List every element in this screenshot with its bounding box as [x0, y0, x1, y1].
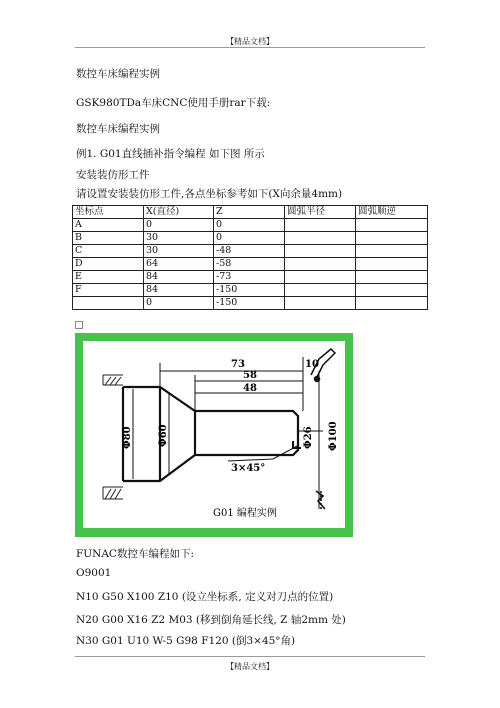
dim-phi80-label: Φ80 — [122, 426, 133, 449]
table-cell — [356, 232, 428, 245]
drawing-canvas — [83, 341, 345, 528]
table-cell — [356, 258, 428, 271]
figure-caption: G01 编程实例 — [213, 508, 277, 519]
table-cell: 30 — [144, 232, 214, 245]
table-row — [73, 245, 428, 258]
program-line-n10: N10 G50 X100 Z10 (设立坐标系, 定义对刀点的位置) — [76, 591, 334, 603]
footer-rule — [75, 656, 425, 657]
table-header-cell: 坐标点 — [73, 206, 144, 219]
table-cell — [285, 271, 356, 284]
table-row — [73, 284, 428, 297]
part-outline — [123, 387, 298, 481]
table-row — [73, 297, 428, 310]
table-cell — [356, 245, 428, 258]
table-header-cell: Z — [214, 206, 285, 219]
table-row — [73, 232, 428, 245]
table-cell: -150 — [214, 284, 285, 297]
program-line-n20: N20 G00 X16 Z2 M03 (移到倒角延长线, Z 轴2mm 处) — [76, 614, 346, 626]
table-header-cell: 圆弧顺逆 — [356, 206, 428, 219]
table-cell: 0 — [144, 297, 214, 310]
workpiece-title: 安装装仿形工件 — [76, 169, 150, 181]
table-cell — [356, 297, 428, 310]
table-cell: 64 — [144, 258, 214, 271]
doc-title: 数控车床编程实例 — [76, 68, 160, 80]
table-cell — [285, 232, 356, 245]
example-title: 例1. G01直线插补指令编程 如下图 所示 — [76, 148, 265, 160]
table-cell: -73 — [214, 271, 285, 284]
image-placeholder-icon — [75, 321, 83, 329]
program-line-n30: N30 G01 U10 W-5 G98 F120 (倒3×45°角) — [76, 635, 296, 647]
section-title: 数控车床编程实例 — [76, 123, 160, 135]
chuck-jaw-bottom — [103, 487, 123, 499]
table-cell — [285, 284, 356, 297]
download-line: GSK980TDa车床CNC使用手册rar下载: — [76, 97, 271, 109]
instruction-line: 请设置安装装仿形工件,各点坐标参考如下(X向余量4mm) — [76, 188, 343, 200]
table-cell: C — [73, 245, 144, 258]
dim-phi60-label: Φ60 — [158, 424, 169, 447]
page-footer-tag: 【精品文档】 — [226, 662, 274, 671]
dim-58-label: 58 — [243, 370, 257, 381]
table-cell: D — [73, 258, 144, 271]
table-header-cell: 圆弧半径 — [285, 206, 356, 219]
table-cell: E — [73, 271, 144, 284]
dimension-lines — [160, 357, 323, 461]
table-cell — [285, 258, 356, 271]
page-header-tag: 【精品文档】 — [226, 37, 274, 46]
table-cell: A — [73, 219, 144, 232]
dim-48-label: 48 — [243, 383, 257, 394]
part-drawing-svg — [83, 341, 345, 528]
coordinates-table — [72, 205, 428, 310]
table-cell: F — [73, 284, 144, 297]
table-row — [73, 271, 428, 284]
chamfer-label: 3×45° — [231, 463, 266, 474]
table-cell: -48 — [214, 245, 285, 258]
table-cell — [356, 271, 428, 284]
table-cell: 0 — [214, 219, 285, 232]
table-row — [73, 258, 428, 271]
coordinate-mark-icon — [316, 491, 325, 509]
dim-10-label: 10 — [305, 359, 319, 370]
table-cell — [356, 219, 428, 232]
header-rule — [75, 47, 425, 48]
table-cell: -150 — [214, 297, 285, 310]
table-cell — [356, 284, 428, 297]
table-cell — [285, 297, 356, 310]
table-cell: B — [73, 232, 144, 245]
table-cell: -58 — [214, 258, 285, 271]
table-cell — [285, 219, 356, 232]
dim-phi26-label: Φ26 — [303, 426, 314, 449]
program-intro: FUNAC数控车编程如下: — [76, 548, 194, 560]
table-cell — [285, 245, 356, 258]
table-cell: 0 — [144, 219, 214, 232]
table-row — [73, 219, 428, 232]
table-cell: 84 — [144, 271, 214, 284]
table-cell: 30 — [144, 245, 214, 258]
dim-phi100-label: Φ100 — [328, 421, 339, 451]
chuck-jaw-top — [103, 375, 123, 385]
table-header-cell: X(直径) — [144, 206, 214, 219]
table-cell: 0 — [214, 232, 285, 245]
table-cell — [73, 297, 144, 310]
part-drawing-figure — [75, 333, 353, 537]
table-cell: 84 — [144, 284, 214, 297]
program-number: O9001 — [76, 567, 112, 579]
dim-73-label: 73 — [231, 359, 245, 370]
table-header-row — [73, 206, 428, 219]
